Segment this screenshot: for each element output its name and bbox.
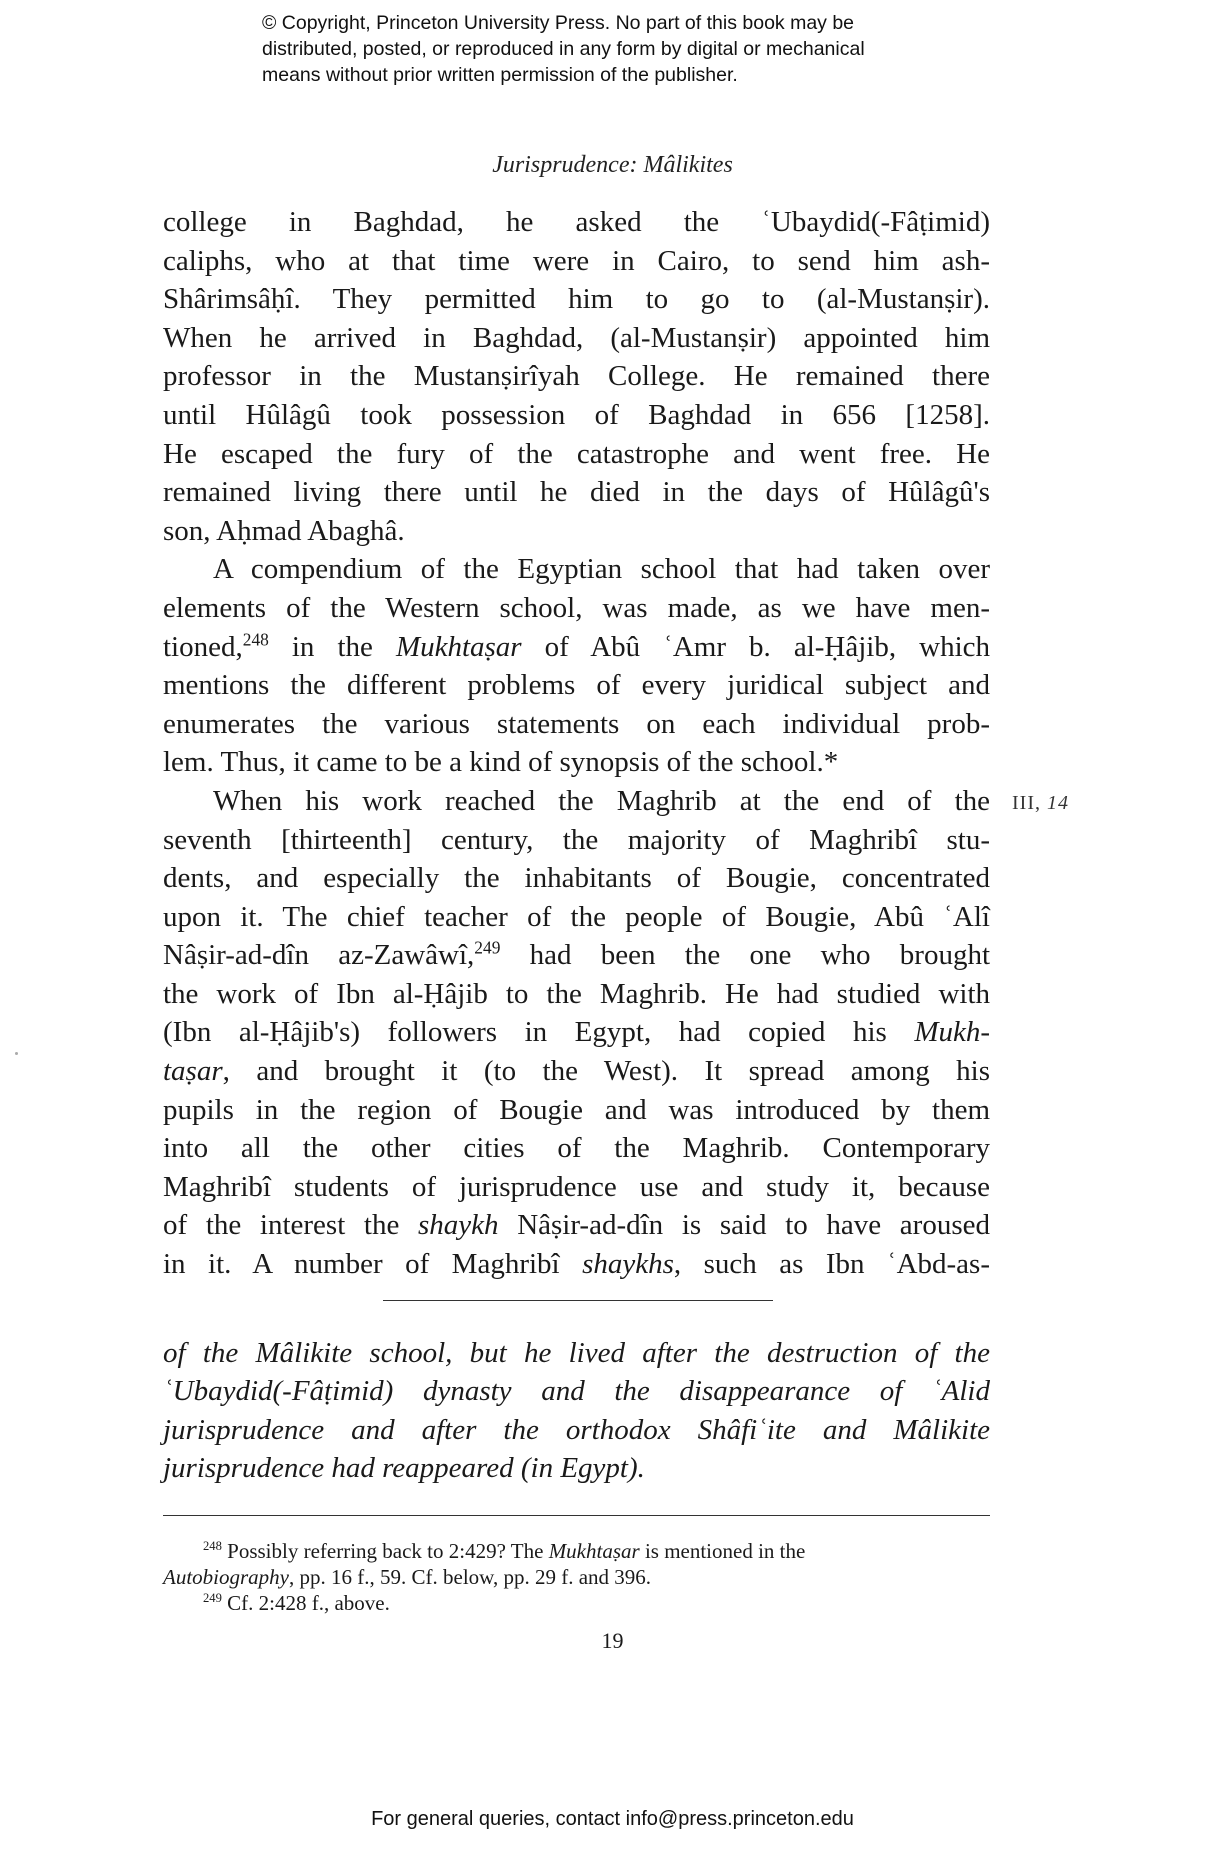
text-line: He escaped the fury of the catastrophe and went free. He <box>163 437 990 470</box>
text-line: remained living there until he died in the days of Hûlâgû's <box>163 476 990 509</box>
margin-page: 14 <box>1046 792 1069 814</box>
copyright-notice <box>262 10 982 88</box>
text-line <box>163 1013 990 1052</box>
text-line: upon it. The chief teacher of the people of Bougie, Abû ʿAlî <box>163 900 990 933</box>
text-run: , pp. 16 f., 59. Cf. below, pp. 29 f. and 396. <box>289 1565 652 1589</box>
italic-term: taṣar <box>163 1055 223 1088</box>
text-run: is mentioned in the <box>639 1539 806 1563</box>
text-run: Nâṣir-ad-dîn az-Zawâwî, <box>163 939 475 972</box>
footnote-248-cont <box>163 1564 990 1590</box>
text-line <box>163 1206 990 1245</box>
text-line: the work of Ibn al-Ḥâjib to the Maghrib. He had studied with <box>163 977 990 1010</box>
note-line: jurisprudence had reappeared (in Egypt). <box>163 1451 645 1484</box>
text-run: of the interest the <box>163 1209 418 1242</box>
text-line: When his work reached the Maghrib at the end of the <box>213 784 990 817</box>
translator-note <box>163 1334 990 1487</box>
copyright-line: means without prior written permission of the publisher. <box>262 64 738 86</box>
text-run: Nâṣir-ad-dîn is said to have aroused <box>498 1209 990 1242</box>
footnote-249 <box>163 1590 990 1616</box>
italic-term: shaykh <box>418 1209 499 1242</box>
margin-volume: III, <box>1012 792 1041 814</box>
text-line <box>163 628 990 667</box>
note-line: ʿUbaydid(-Fâṭimid) dynasty and the disappearance of ʿAlid <box>163 1375 990 1408</box>
italic-term: shaykhs <box>582 1248 674 1281</box>
text-run: had been the one who brought <box>500 939 991 972</box>
text-line: elements of the Western school, was made, as we have men- <box>163 591 990 624</box>
text-line: Maghribî students of jurisprudence use and study it, because <box>163 1170 990 1203</box>
text-run: Possibly referring back to 2:429? The <box>221 1539 549 1563</box>
text-run: of Abû ʿAmr b. al-Ḥâjib, which <box>521 630 990 663</box>
copyright-line: distributed, posted, or reproduced in any form by digital or mechanical <box>262 38 865 60</box>
text-line: Shârimsâḥî. They permitted him to go to (al-Mustanṣir). <box>163 283 990 316</box>
footnote-248 <box>163 1538 990 1564</box>
italic-term: Autobiography <box>163 1565 289 1589</box>
copyright-line: © Copyright, Princeton University Press. No part of this book may be <box>262 12 855 34</box>
text-run: (Ibn al-Ḥâjib's) followers in Egypt, had copied his <box>163 1016 915 1049</box>
text-run: tioned, <box>163 630 243 663</box>
paragraph-compendium <box>163 550 990 782</box>
text-line: professor in the Mustanṣirîyah College. He remained there <box>163 360 990 393</box>
italic-term: Mukhtaṣar <box>548 1539 640 1563</box>
text-line: lem. Thus, it came to be a kind of synopsis of the school.* <box>163 746 839 779</box>
footnote-number: 248 <box>203 1539 222 1553</box>
footnote-divider <box>163 1515 990 1516</box>
text-line <box>163 1245 990 1284</box>
margin-reference <box>1012 792 1069 815</box>
text-run: , and brought it (to the West). It spread among his <box>222 1055 990 1088</box>
text-line: caliphs, who at that time were in Cairo, to send him ash- <box>163 244 990 277</box>
text-line: college in Baghdad, he asked the ʿUbaydid(-Fâṭimid) <box>163 206 990 238</box>
text-line: seventh [thirteenth] century, the majority of Maghribî stu- <box>163 823 990 856</box>
footnote-ref-248: 248 <box>242 628 269 649</box>
text-run: in it. A number of Maghribî <box>163 1248 583 1281</box>
note-line: of the Mâlikite school, but he lived after the destruction of the <box>163 1337 990 1369</box>
divider-short <box>383 1300 773 1301</box>
text-line: When he arrived in Baghdad, (al-Mustanṣir) appointed him <box>163 321 990 354</box>
text-line: dents, and especially the inhabitants of Bougie, concentrated <box>163 862 990 895</box>
text-line: into all the other cities of the Maghrib. Contemporary <box>163 1132 990 1165</box>
text-line: A compendium of the Egyptian school that had taken over <box>213 553 990 586</box>
footnote-number: 249 <box>203 1591 222 1605</box>
paragraph-continued <box>163 203 990 550</box>
text-line: enumerates the various statements on each individual prob- <box>163 707 990 740</box>
text-line: mentions the different problems of every juridical subject and <box>163 669 990 702</box>
text-run: , such as Ibn ʿAbd-as- <box>673 1248 990 1281</box>
text-run: Cf. 2:428 f., above. <box>221 1591 390 1615</box>
text-line: until Hûlâgû took possession of Baghdad in 656 [1258]. <box>163 398 990 431</box>
footnotes <box>163 1538 990 1616</box>
running-head: Jurisprudence: Mâlikites <box>492 152 733 178</box>
text-line: son, Aḥmad Abaghâ. <box>163 514 405 547</box>
italic-term: Mukh- <box>914 1016 990 1049</box>
paragraph-maghrib <box>163 782 990 1284</box>
footnote-ref-249: 249 <box>474 937 501 958</box>
note-line: jurisprudence and after the orthodox Shâfiʿite and Mâlikite <box>163 1413 990 1446</box>
text-line <box>163 936 990 975</box>
italic-term: Mukhtaṣar <box>395 630 522 663</box>
text-run: in the <box>268 630 396 663</box>
contact-footer: For general queries, contact info@press.princeton.edu <box>371 1808 854 1830</box>
text-line: pupils in the region of Bougie and was introduced by them <box>163 1093 990 1126</box>
text-line <box>163 1052 990 1091</box>
main-body-text <box>163 203 990 1284</box>
scan-speck <box>15 1052 18 1055</box>
page-number: 19 <box>601 1628 624 1653</box>
